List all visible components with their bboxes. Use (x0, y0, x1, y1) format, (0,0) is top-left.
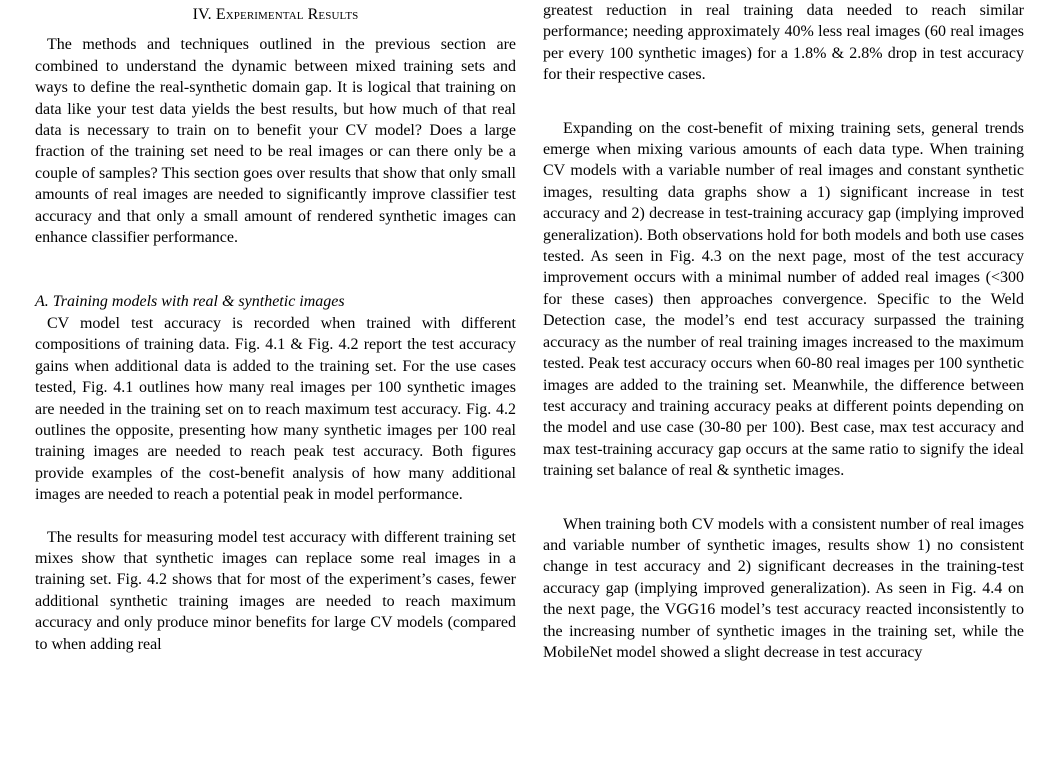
section-title (35, 4, 516, 25)
paragraph-3: When training both CV models with a consistent number of real images and variable number of synthetic images, results show 1) no consistent change in test accuracy and 2) significant decreases in the training-test accuracy gap (implying improved generalization). As seen in Fig. 4.4 on the next page, the VGG16 model’s test accuracy reacted inconsistently to the increasing number of synthetic images in the training set, while the MobileNet model showed a slight decrease in test accuracy (543, 515, 1024, 661)
spacer (35, 506, 516, 527)
right-column (543, 0, 1024, 663)
paragraph-2: Expanding on the cost-benefit of mixing training sets, general trends emerge when mixing various amounts of each data type. When training CV models with a variable number of real images and constant synthetic images, resulting data graphs show a 1) significant increase in test accuracy and 2) decrease in test-training accuracy gap (implying improved generalization). Both observations hold for both models and both use cases tested. As seen in Fig. 4.3 on the next page, most of the test accuracy improvement occurs with a minimal number of added real images (<300 for these cases) then approaches convergence. Specific to the Weld Detection case, the model’s end test accuracy surpassed the training accuracy as the number of real training images increased to the maximum tested. Peak test accuracy occurs when 60-80 real images per 100 synthetic images are added to the training set. Meanwhile, the difference between test accuracy and training accuracy peaks at different points depending on the model and use case (30-80 per 100). Best case, max test accuracy and max test-training accuracy gap occurs at the same ratio to signify the ideal training set balance of real & synthetic images. (543, 119, 1024, 480)
spacer (543, 86, 1024, 118)
subsection-paragraph-1: CV model test accuracy is recorded when trained with different compositions of training data. Fig. 4.1 & Fig. 4.2 report the test accuracy gains when additional data is added to the training set. For the use cases tested, Fig. 4.1 outlines how many real images per 100 synthetic images are needed in the training set on to reach maximum test accuracy. Fig. 4.2 outlines the opposite, presenting how many synthetic images per 100 real training images are needed to reach peak test accuracy. Both figures provide examples of the cost-benefit analysis of how many additional images are needed to reach a potential peak in model performance. (35, 314, 516, 504)
continued-paragraph: greatest reduction in real training data needed to reach similar performance; needing approximately 40% less real images (60 real images per every 100 synthetic images) for a 1.8% & 2.8% drop in test accuracy for their respective cases. (543, 2, 1024, 84)
spacer (543, 482, 1024, 514)
intro-paragraph: The methods and techniques outlined in the previous section are combined to understand the dynamic between mixed training sets and ways to define the real-synthetic domain gap. It is logical that training on data like your test data yields the best results, but how much of that real data is necessary to train on to benefit your CV model? Does a large fraction of the training set need to be real images or can there only be a couple of samples? This section goes over results that show that only small amounts of real images are needed to significantly improve classifier test accuracy and that only a small amount of rendered synthetic images can enhance classifier performance. (35, 36, 516, 247)
left-column (35, 0, 516, 655)
section-title-text: Experimental Results (215, 6, 359, 23)
subsection-title: A. Training models with real & synthetic images (35, 293, 345, 311)
section-number: IV. (192, 6, 216, 23)
spacer (35, 248, 516, 280)
subsection-paragraph-2: The results for measuring model test accuracy with different training set mixes show that synthetic images can replace some real images in a training set. Fig. 4.2 shows that for most of the experiment’s cases, fewer additional synthetic training images are needed to reach maximum accuracy and only produce minor benefits for large CV models (compared to when adding real (35, 528, 516, 653)
